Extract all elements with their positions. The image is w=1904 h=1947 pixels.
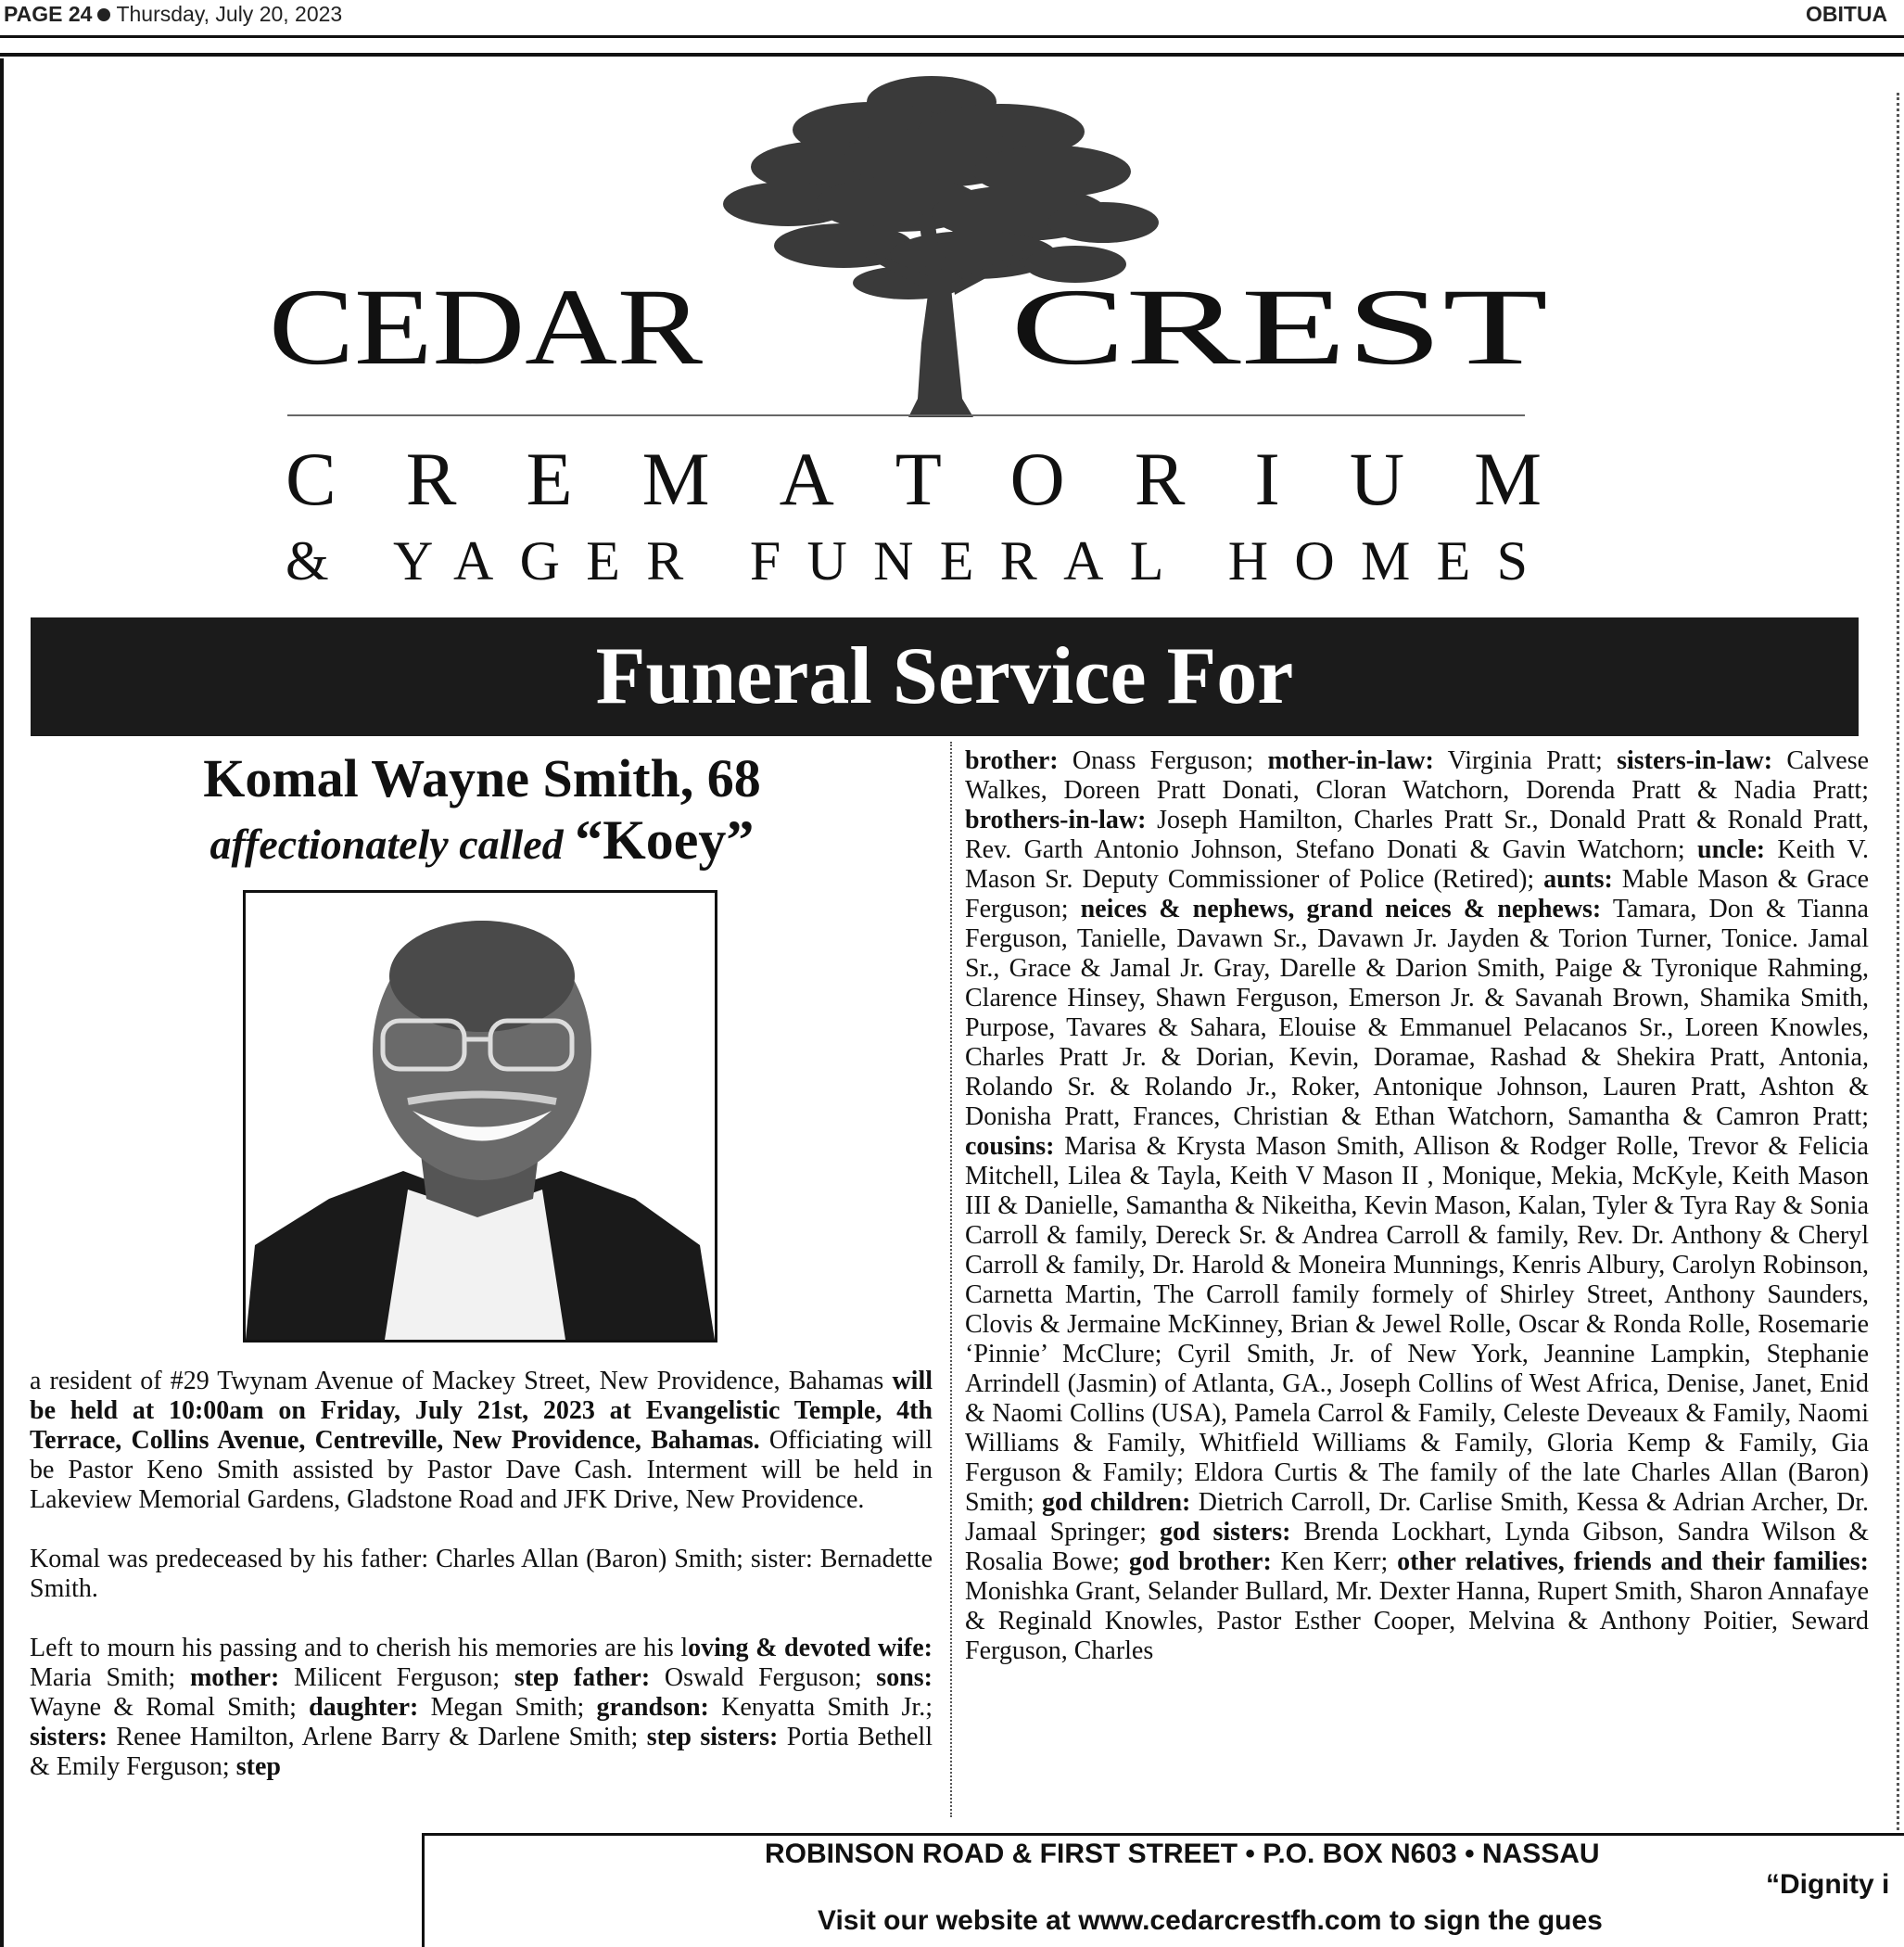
text-run: Portia Bethell & Emily Ferguson; [30,1723,933,1781]
relation-label: mother-in-law: [1267,746,1434,775]
deceased-name: Komal Wayne Smith, 68 [203,748,761,808]
header-rule-thick [0,53,1904,57]
footer-motto: “Dignity i [1766,1869,1890,1900]
logo-yager-funeral-homes: & YAGER FUNERAL HOMES [286,530,1529,592]
relation-label: oving & devoted wife: [688,1634,933,1662]
logo-crest: CREST [1010,266,1548,388]
bullet-dot-icon [97,8,110,21]
text-run: Monishka Grant, Selander Bullard, Mr. Dexter Hanna, Rupert Smith, Sharon Annafaye & Reginald Knowles, Pastor Esther Cooper, Melvina & Anthony Poitier, Seward Ferguson, Charles [965,1577,1869,1665]
service-time-location: will be held at 10:00am on Friday, July 21st, 2023 at Evangelistic Temple, 4th Terrace, Collins Avenue, Centreville, New Providence, Bahamas. [30,1367,933,1455]
text-run: Tamara, Don & Tianna Ferguson, Tanielle, Davawn Sr., Davawn Jr. Jayden & Torion Turner, Tonice. Jamal Sr., Grace & Jamal Jr. Gray, Darelle & Darion Smith, Paige & Tyronique Rahming, Clarence Hinsey, Shawn Ferguson, Emerson Jr. & Savanah Brown, Shamika Smith, Purpose, Tavares & Sahara, Elouise & Emmanuel Pelacanos Sr., Loreen Knowles, Charles Pratt Jr. & Dorian, Kevin, Doramae, Rashad & Shekira Pratt, Antonia, Rolando Sr. & Rolando Jr., Roker, Antonique Johnson, Lauren Pratt, Ashton & Donisha Pratt, Frances, Christian & Ethan Watchorn, Samantha & Camron Pratt; [965,895,1869,1131]
relation-label: step [235,1752,281,1781]
relation-label: neices & nephews, grand neices & nephews: [1080,895,1602,923]
survivors-text [30,1634,933,1782]
relation-label: uncle: [1697,835,1766,864]
survivors-continued [965,746,1869,1666]
relation-label: god children: [1042,1488,1191,1517]
logo-cedar: CEDAR [269,266,704,388]
relation-label: grandson: [596,1693,709,1722]
funeral-service-banner [31,617,1859,736]
nickname-line [37,808,927,872]
text-run: Wayne & Romal Smith; [30,1693,310,1722]
text-run: Milicent Ferguson; [279,1663,514,1692]
text-run: Onass Ferguson; [1058,746,1268,775]
text-run: Megan Smith; [418,1693,597,1722]
relation-label: step father: [514,1663,651,1692]
relation-label: daughter: [309,1693,419,1722]
relation-label: god brother: [1128,1547,1272,1576]
page-header-left [4,2,342,27]
text-run: Ken Kerr; [1271,1547,1398,1576]
banner-title: Funeral Service For [595,631,1294,721]
text-run: Dietrich Carroll, Dr. Carlise Smith, Kessa & Adrian Archer, Dr. Jamaal Springer; [965,1488,1869,1546]
relation-label: brother: [965,746,1059,775]
predeceased-text: Komal was predeceased by his father: Charles Allan (Baron) Smith; sister: Bernadette Smith. [30,1545,933,1603]
text-run: Joseph Hamilton, Charles Pratt Sr., Donald Pratt & Ronald Pratt, Rev. Garth Antonio Johnson, Stefano Donati & Gavin Watchorn; [965,806,1869,864]
relation-label: sons: [876,1663,933,1692]
issue-date: Thursday, July 20, 2023 [116,2,343,26]
text-run: Kenyatta Smith Jr.; [708,1693,933,1722]
right-column-divider [1897,93,1899,1836]
footer-website: Visit our website at www.cedarcrestfh.com to sign the gues [818,1905,1603,1936]
header-rule-thin [0,35,1904,38]
relation-label: sisters: [30,1723,108,1751]
officiating-interment-text: Officiating will be Pastor Keno Smith assisted by Pastor Dave Cash. Interment will be held in Lakeview Memorial Gardens, Gladstone Road and JFK Drive, New Providence. [30,1426,933,1514]
relation-label: god sisters: [1159,1518,1291,1546]
text-run: Keith V. Mason Sr. Deputy Commissioner of Police (Retired); [965,835,1869,894]
obituary-right-column [965,746,1869,1666]
text-run: Marisa & Krysta Mason Smith, Allison & Rodger Rolle, Trevor & Felicia Mitchell, Lilea & Tayla, Keith V Mason II , Monique, Mekia, McKyle, Keith Mason III & Danielle, Samantha & Nikeitha, Kevin Mason, Kalan, Tyler & Tyra Ray & Sonia Carroll & family, Dereck Sr. & Andrea Carroll & family, Rev. Dr. Anthony & Cheryl Carroll & family, Dr. Harold & Moneira Munnings, Kenris Albury, Carolyn Robinson, Carnetta Martin, The Carroll family formely of Shirley Street, Anthony Saunders, Clovis & Jermaine McKinney, Brian & Jewel Rolle, Oscar & Ronda Rolle, Rosemarie ‘Pinnie’ McClure; Cyril Smith, Jr. of New York, Jeannine Lampkin, Stephanie Arrindell (Jasmin) of Atlanta, GA., Joseph Collins of West Africa, Denise, Janet, Enid & Naomi Collins (USA), Pamela Carrol & Family, Celeste Deveaux & Family, Naomi Williams & Family, Whitfield Williams & Family, Gloria Kemp & Family, Gia Ferguson & Family; Eldora Curtis & The family of the late Charles Allan (Baron) Smith; [965,1132,1869,1517]
text-run: Oswald Ferguson; [650,1663,877,1692]
logo-crematorium: CREMATORIUM [286,437,1542,521]
text-run: Calvese Walkes, Doreen Pratt Donati, Cloran Watchorn, Dorenda Pratt & Nadia Pratt; [965,746,1870,805]
funeral-home-logo [269,65,1567,593]
text-run: Virginia Pratt; [1433,746,1618,775]
relation-label: mother: [189,1663,280,1692]
text-run: Maria Smith; [30,1663,190,1692]
relation-label: aunts: [1543,865,1613,894]
page-number: PAGE 24 [4,2,93,26]
column-divider [950,742,952,1817]
nickname: “Koey” [575,809,755,871]
relation-label: cousins: [965,1132,1055,1161]
text-run: Brenda Lockhart, Lynda Gibson, Sandra Wilson & Rosalia Bowe; [965,1518,1870,1576]
residence-text: a resident of #29 Twynam Avenue of Mackey Street, New Providence, Bahamas [30,1367,893,1395]
footer-address: ROBINSON ROAD & FIRST STREET • P.O. BOX N603 • NASSAU [765,1839,1600,1869]
page-header [0,0,1904,33]
affectionately-called: affectionately called [209,821,564,868]
section-name: OBITUA [1806,2,1888,26]
portrait-photo [243,890,717,1343]
relation-label: sisters-in-law: [1617,746,1773,775]
obituary-left-column [30,1367,933,1812]
relation-label: brothers-in-law: [965,806,1147,834]
service-details [30,1367,933,1515]
text-run: Left to mourn his passing and to cherish his memories are his l [30,1634,689,1662]
relation-label: other relatives, friends and their families: [1397,1547,1869,1576]
text-run: Mable Mason & Grace Ferguson; [965,865,1869,923]
text-run: Renee Hamilton, Arlene Barry & Darlene Smith; [107,1723,647,1751]
relation-label: step sisters: [646,1723,779,1751]
